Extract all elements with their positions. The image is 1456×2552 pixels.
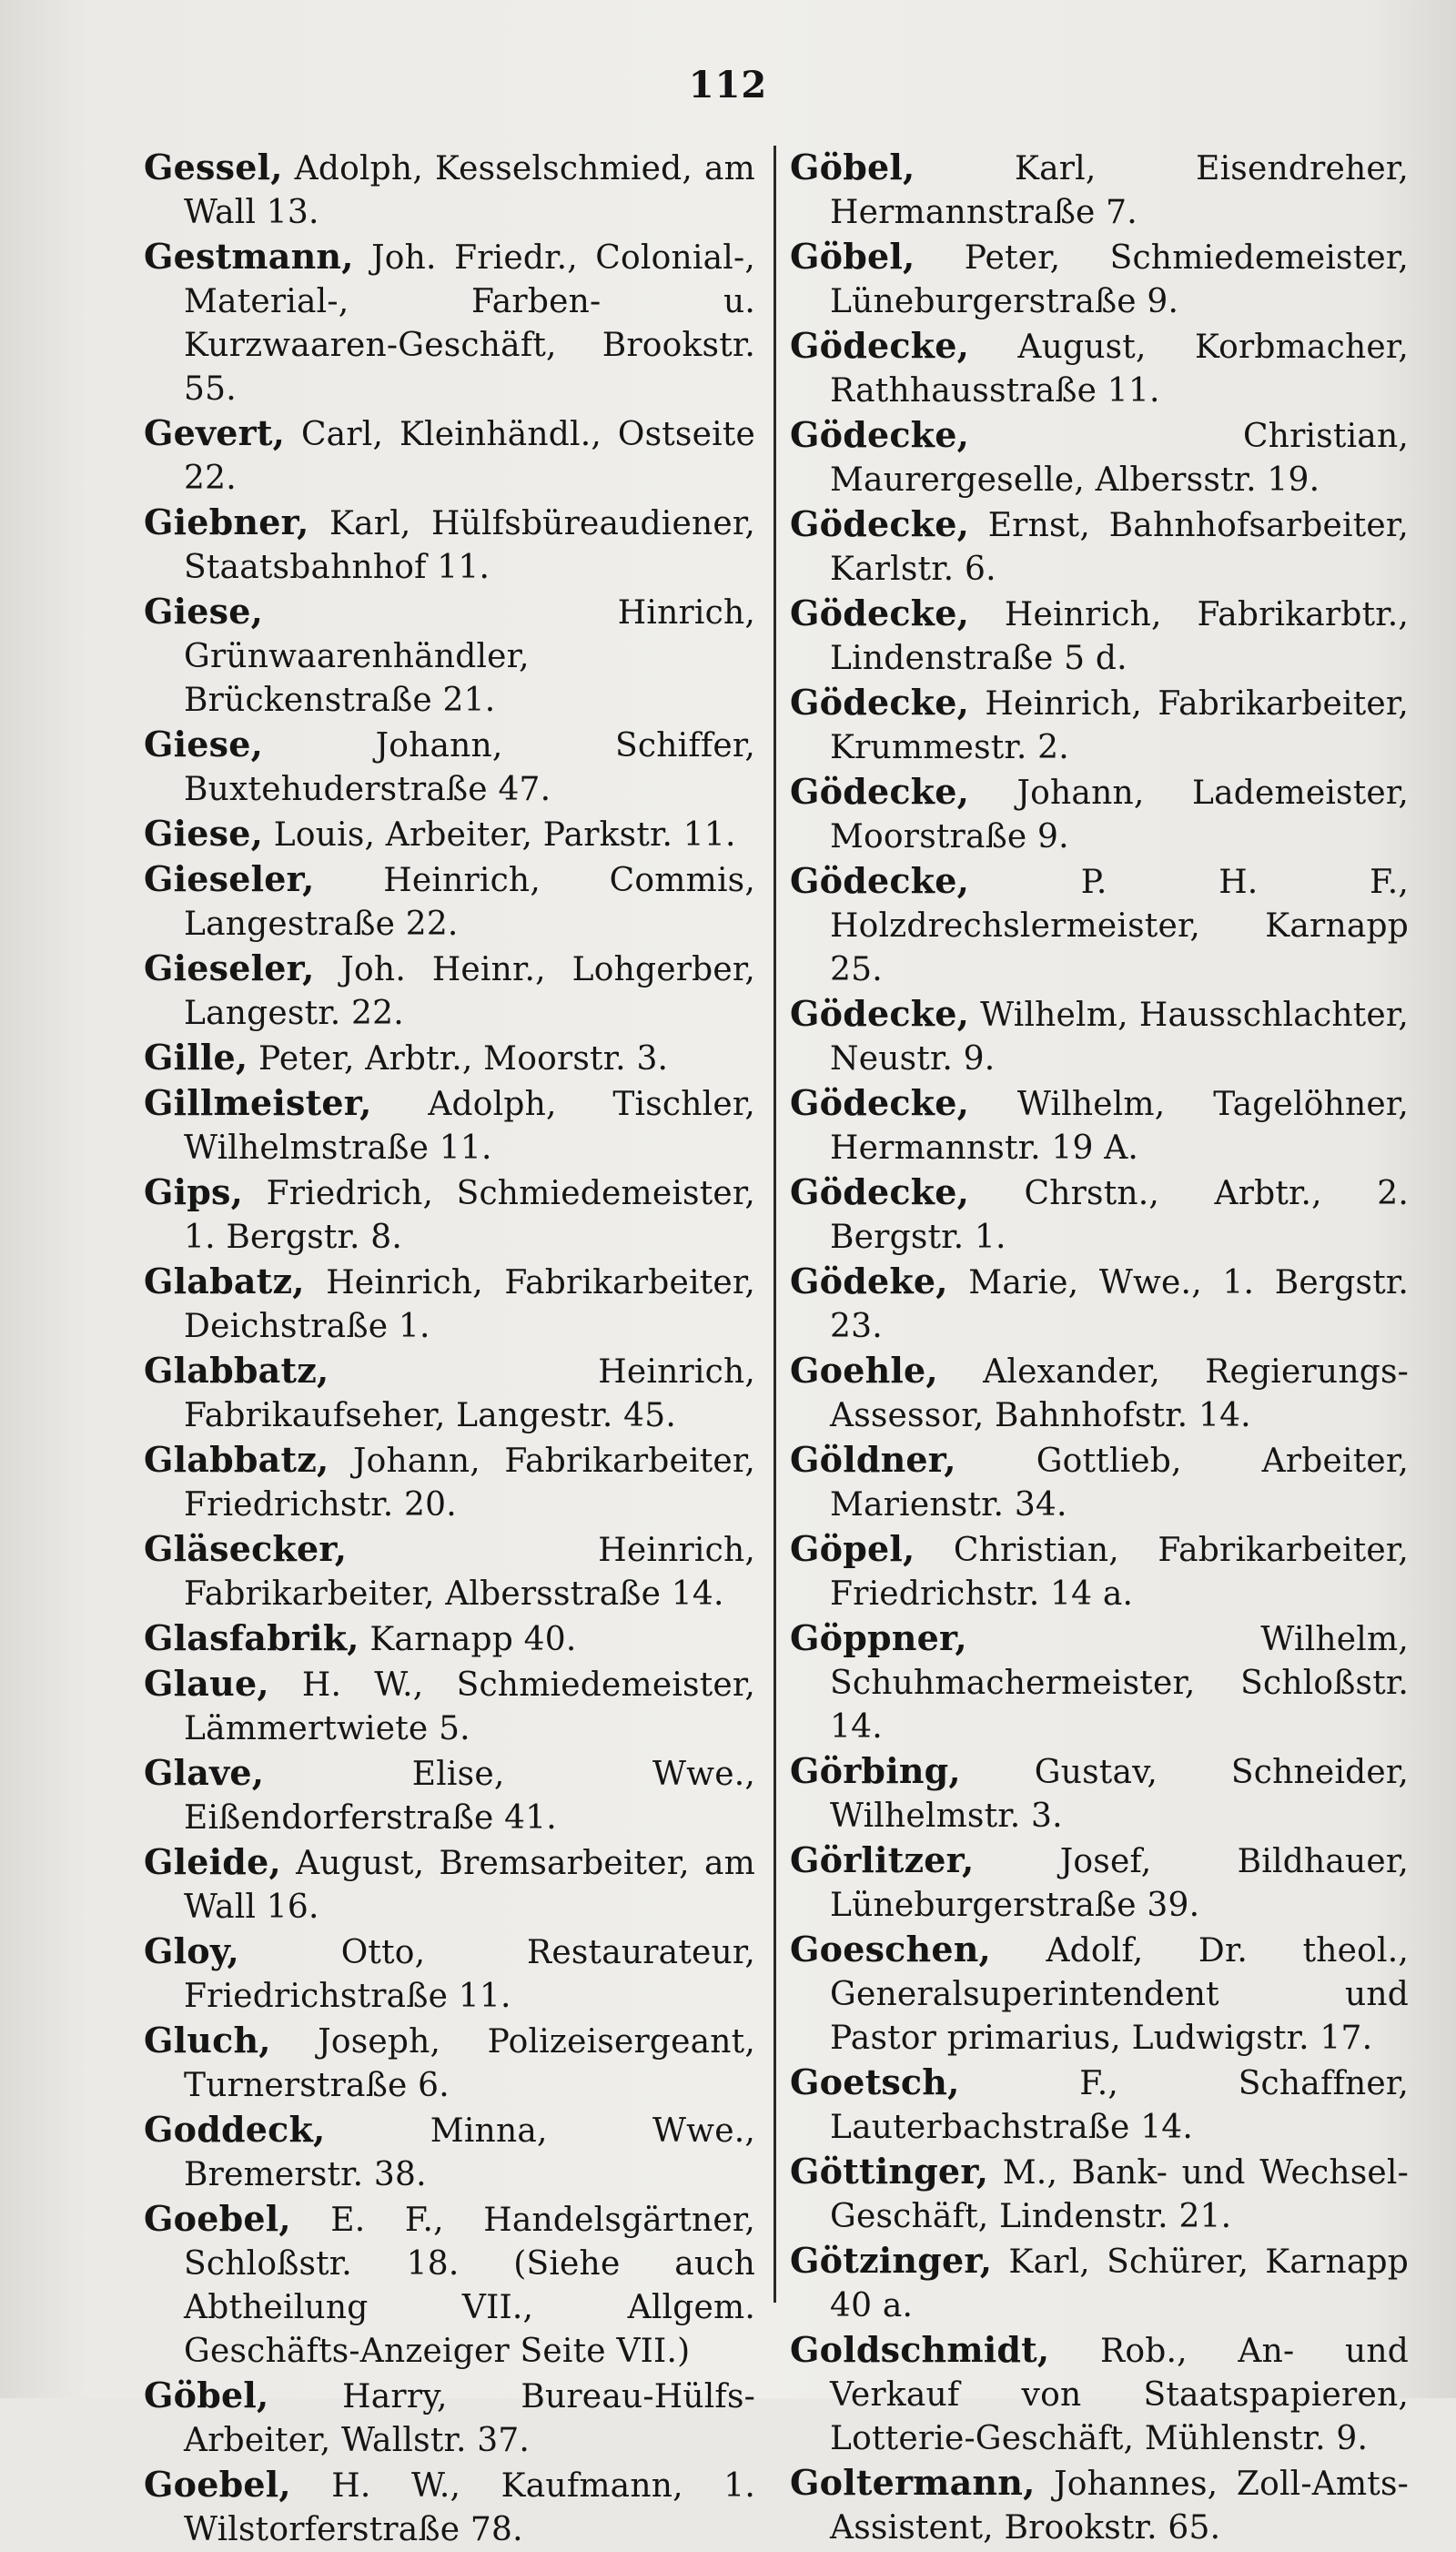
entry-name: Gips, [144,1171,244,1212]
entry-name: Gleide, [144,1841,281,1882]
entry-details: Hinrich, Grünwaarenhändler, Brückenstraße 21. [184,594,755,719]
entry-name: Gläsecker, [144,1528,348,1569]
directory-entry [144,411,755,501]
entry-details: E. F., Handelsgärtner, Schloßstr. 18. (Siehe auch Abtheilung VII., Allgem. Geschäfts-Anzeiger Seite VII.) [184,2202,755,2370]
entry-details: Wilhelm, Hausschlachter, Neustr. 9. [830,997,1409,1078]
entry-details: Wilhelm, Tagelöhner, Hermannstr. 19 A. [830,1086,1409,1167]
entry-details: Wilhelm, Schuhmachermeister, Schloßstr. 14. [830,1621,1409,1746]
directory-entry [790,2150,1409,2239]
directory-entry [790,1527,1409,1616]
directory-entry [790,1170,1409,1260]
entry-name: Gödecke, [790,993,970,1034]
directory-entry [790,859,1409,992]
directory-entry [790,502,1409,592]
entry-details: P. H. F., Holzdrechslermeister, Karnapp 25. [830,864,1409,988]
directory-entry [144,235,755,411]
entry-details: F., Schaffner, Lauterbachstraße 14. [830,2065,1409,2146]
directory-entry [790,413,1409,502]
entry-details: Peter, Arbtr., Moorstr. 3. [258,1040,669,1078]
entry-name: Glave, [144,1752,265,1793]
entry-name: Gevert, [144,412,286,453]
entry-details: Heinrich, Fabrikarbeiter, Krummestr. 2. [830,685,1409,766]
entry-name: Giese, [144,591,264,632]
entry-name: Görlitzer, [790,1839,975,1880]
entry-name: Göbel, [144,2375,269,2415]
directory-entry [790,2328,1409,2461]
directory-entry [144,1170,755,1260]
directory-entry [790,1928,1409,2061]
entry-details: Karl, Schürer, Karnapp 40 a. [830,2243,1409,2324]
entry-details: Alexander, Regierungs-Assessor, Bahnhofstr. 14. [830,1353,1409,1434]
entry-details: Joh. Friedr., Colonial-, Material-, Farben- u. Kurzwaaren-Geschäft, Brookstr. 55. [184,239,755,408]
entry-details: Josef, Bildhauer, Lüneburgerstraße 39. [830,1843,1409,1924]
directory-entry [144,1036,755,1081]
entry-details: August, Korbmacher, Rathhausstraße 11. [830,329,1409,410]
entry-name: Glaue, [144,1663,269,1704]
page-number: 112 [688,64,768,106]
entry-details: Gottlieb, Arbeiter, Marienstr. 34. [830,1443,1409,1524]
entry-name: Goebel, [144,2198,291,2239]
directory-entry [790,992,1409,1081]
entry-details: Heinrich, Fabrikarbeiter, Albersstraße 14. [184,1532,755,1613]
directory-entry [790,146,1409,235]
entry-details: Carl, Kleinhändl., Ostseite 22. [184,416,755,497]
entry-details: H. W., Kaufmann, 1. Wilstorferstraße 78. [184,2467,755,2548]
entry-name: Gestmann, [144,236,354,277]
entry-details: Marie, Wwe., 1. Bergstr. 23. [830,1264,1409,1345]
entry-name: Gödecke, [790,325,970,366]
entry-details: Adolph, Tischler, Wilhelmstraße 11. [184,1086,755,1167]
directory-entry [144,857,755,947]
entry-name: Goldschmidt, [790,2329,1050,2370]
left-column [144,146,755,2548]
entry-name: Gessel, [144,147,283,187]
entry-details: Ernst, Bahnhofsarbeiter, Karlstr. 6. [830,507,1409,588]
directory-entry [790,235,1409,324]
directory-entry [790,681,1409,770]
directory-entry [144,2108,755,2197]
directory-entry [144,2019,755,2108]
entry-details: Johann, Fabrikarbeiter, Friedrichstr. 20. [184,1443,755,1524]
entry-details: Johann, Lademeister, Moorstraße 9. [830,775,1409,856]
directory-entry [790,2239,1409,2328]
entry-details: M., Bank- und Wechsel-Geschäft, Lindenstr. 21. [830,2154,1409,2235]
entry-name: Glabatz, [144,1261,305,1301]
entry-name: Goeschen, [790,1929,991,1970]
directory-entry [790,592,1409,681]
directory-entry [144,1662,755,1751]
entry-name: Goltermann, [790,2462,1036,2503]
entry-details: Karnapp 40. [369,1621,577,1658]
entry-details: Chrstn., Arbtr., 2. Bergstr. 1. [830,1175,1409,1256]
entry-details: Johann, Schiffer, Buxtehuderstraße 47. [184,727,755,808]
entry-details: Elise, Wwe., Eißendorferstraße 41. [184,1756,755,1837]
entry-details: Heinrich, Fabrikarbeiter, Deichstraße 1. [184,1264,755,1345]
entry-name: Göpel, [790,1528,915,1569]
directory-entry [144,146,755,235]
entry-details: Otto, Restaurateur, Friedrichstraße 11. [184,1934,755,2015]
entry-name: Gödeke, [790,1261,948,1301]
entry-details: Johannes, Zoll-Amts-Assistent, Brookstr. 65. [830,2466,1409,2547]
entry-name: Gieseler, [144,947,315,988]
entry-details: Adolph, Kesselschmied, am Wall 13. [184,150,755,231]
directory-entry [144,1751,755,1840]
directory-entry [790,1349,1409,1438]
right-column [790,146,1409,2547]
entry-details: Karl, Hülfsbüreaudiener, Staatsbahnhof 11. [184,505,755,586]
entry-name: Gödecke, [790,860,970,901]
entry-details: Gustav, Schneider, Wilhelmstr. 3. [830,1754,1409,1835]
entry-details: Adolf, Dr. theol., Generalsuperintendent und Pastor primarius, Ludwigstr. 17. [830,1932,1409,2057]
entry-name: Goebel, [144,2464,291,2505]
directory-entry [790,1438,1409,1527]
directory-entry [790,1260,1409,1349]
entry-details: August, Bremsarbeiter, am Wall 16. [184,1845,755,1926]
entry-details: Rob., An- und Verkauf von Staatspapieren, Lotterie-Geschäft, Mühlenstr. 9. [830,2333,1409,2457]
directory-entry [144,1260,755,1349]
directory-entry [790,1749,1409,1838]
directory-entry [144,947,755,1036]
entry-name: Göbel, [790,236,915,277]
entry-name: Goddeck, [144,2109,326,2150]
entry-name: Gödecke, [790,771,970,812]
entry-name: Goehle, [790,1350,938,1391]
directory-entry [790,1616,1409,1749]
entry-details: Karl, Eisendreher, Hermannstraße 7. [830,150,1409,231]
entry-name: Gille, [144,1037,248,1078]
entry-name: Gödecke, [790,414,970,455]
entry-name: Gödecke, [790,1082,970,1123]
entry-details: Heinrich, Fabrikaufseher, Langestr. 45. [184,1353,755,1434]
entry-name: Giese, [144,813,264,854]
entry-name: Glasfabrik, [144,1617,359,1658]
entry-name: Gillmeister, [144,1082,372,1123]
entry-details: Christian, Maurergeselle, Albersstr. 19. [830,418,1409,499]
entry-name: Göttinger, [790,2151,989,2192]
entry-name: Göldner, [790,1439,956,1480]
directory-entry [144,1527,755,1616]
directory-entry [790,2061,1409,2150]
directory-entry [144,1929,755,2019]
entry-details: Joseph, Polizeisergeant, Turnerstraße 6. [184,2023,755,2104]
entry-name: Gödecke, [790,682,970,723]
directory-entry [790,1838,1409,1928]
entry-details: Harry, Bureau-Hülfs-Arbeiter, Wallstr. 37. [184,2378,755,2459]
directory-entry [144,2197,755,2374]
entry-details: Peter, Schmiedemeister, Lüneburgerstraße 9. [830,239,1409,320]
directory-entry [144,1349,755,1438]
entry-name: Gödecke, [790,1171,970,1212]
entry-name: Gödecke, [790,503,970,544]
directory-entry [144,1616,755,1662]
entry-details: Minna, Wwe., Bremerstr. 38. [184,2112,755,2193]
directory-entry [144,590,755,723]
directory-entry [790,2461,1409,2550]
entry-details: Friedrich, Schmiedemeister, 1. Bergstr. 8. [184,1175,755,1256]
directory-entry [144,723,755,812]
entry-details: Louis, Arbeiter, Parkstr. 11. [273,816,736,854]
entry-details: Christian, Fabrikarbeiter, Friedrichstr. 14 a. [830,1532,1409,1613]
entry-details: Heinrich, Commis, Langestraße 22. [184,862,755,943]
entry-name: Göppner, [790,1617,967,1658]
directory-entry [144,501,755,590]
directory-entry [790,770,1409,859]
entry-details: Joh. Heinr., Lohgerber, Langestr. 22. [184,951,755,1032]
entry-details: H. W., Schmiedemeister, Lämmertwiete 5. [184,1666,755,1747]
entry-name: Gloy, [144,1930,239,1971]
directory-entry [144,1840,755,1929]
directory-entry [790,1081,1409,1170]
directory-entry [790,324,1409,413]
directory-entry [144,1081,755,1170]
entry-details: Heinrich, Fabrikarbtr., Lindenstraße 5 d. [830,596,1409,677]
entry-name: Glabbatz, [144,1439,329,1480]
directory-entry [144,812,755,857]
entry-name: Giese, [144,724,264,765]
directory-entry [144,1438,755,1527]
entry-name: Goetsch, [790,2061,960,2102]
entry-name: Görbing, [790,1750,961,1791]
entry-name: Glabbatz, [144,1350,329,1391]
directory-entry [144,2374,755,2463]
entry-name: Göbel, [790,147,915,187]
entry-name: Gluch, [144,2020,271,2061]
entry-name: Giebner, [144,501,309,542]
entry-name: Gieseler, [144,858,315,899]
entry-name: Götzinger, [790,2240,993,2281]
entry-name: Gödecke, [790,592,970,633]
column-divider [774,146,776,2303]
directory-entry [144,2463,755,2552]
